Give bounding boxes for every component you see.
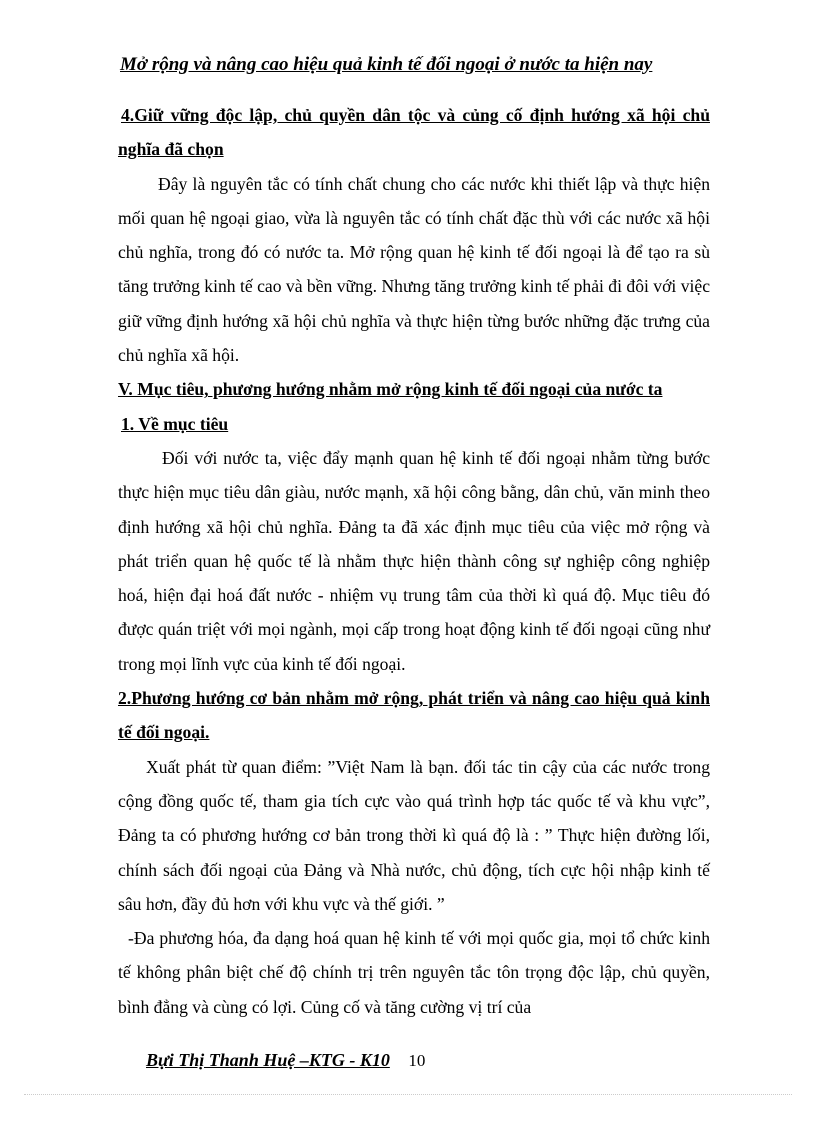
page-footer xyxy=(146,1050,425,1071)
bottom-divider xyxy=(24,1094,792,1095)
section-v2-heading: 2.Phương hướng cơ bản nhằm mở rộng, phát triển và nâng cao hiệu quả kinh tế đối ngoại. xyxy=(118,688,710,743)
section-4-heading: 4.Giữ vững độc lập, chủ quyền dân tộc và củng cố định hướng xã hội chủ nghĩa đã chọn xyxy=(118,105,710,160)
section-v2-paragraph-2: -Đa phương hóa, đa dạng hoá quan hệ kinh tế với mọi quốc gia, mọi tổ chức kinh tế không phân biệt chế độ chính trị trên nguyên tắc tôn trọng độc lập, chủ quyền, bình đẳng và cùng có lợi. Củng cố và tăng cường vị trí của xyxy=(118,928,710,1017)
running-header: Mở rộng và nâng cao hiệu quả kinh tế đối ngoại ở nước ta hiện nay xyxy=(120,54,653,75)
page-number: 10 xyxy=(408,1051,426,1070)
section-v1-heading: 1. Về mục tiêu xyxy=(121,413,229,434)
section-v1-paragraph: Đối với nước ta, việc đẩy mạnh quan hệ kinh tế đối ngoại nhằm từng bước thực hiện mục tiêu dân giàu, nước mạnh, xã hội công bằng, dân chủ, văn minh theo định hướng xã hội chủ nghĩa. Đảng ta đã xác định mục tiêu của việc mở rộng và phát triển quan hệ quốc tế là nhằm thực hiện thành công sự nghiệp công nghiệp hoá, hiện đại hoá đất nước - nhiệm vụ trung tâm của thời kì quá độ. Mục tiêu đó được quán triệt với mọi ngành, mọi cấp trong hoạt động kinh tế đối ngoại cũng như trong mọi lĩnh vực của kinh tế đối ngoại. xyxy=(118,447,710,674)
main-content xyxy=(118,98,710,1024)
section-v2-paragraph-1: Xuất phát từ quan điểm: ”Việt Nam là bạn. đối tác tin cậy của các nước trong cộng đồng quốc tế, tham gia tích cực vào quá trình hợp tác quốc tế và khu vực”, Đảng ta có phương hướng cơ bản trong thời kì quá độ là : ” Thực hiện đường lối, chính sách đối ngoại của Đảng và Nhà nước, chủ động, tích cực hội nhập kinh tế sâu hơn, đầy đủ hơn với khu vực và thế giới. ” xyxy=(118,756,710,914)
section-v-heading: V. Mục tiêu, phương hướng nhằm mở rộng kinh tế đối ngoại của nước ta xyxy=(118,379,663,400)
footer-author: Bựi Thị Thanh Huệ –KTG - K10 xyxy=(146,1050,390,1070)
section-4-paragraph: Đây là nguyên tắc có tính chất chung cho các nước khi thiết lập và thực hiện mối quan hệ ngoại giao, vừa là nguyên tắc có tính chất đặc thù với các nước xã hội chủ nghĩa, trong đó có nước ta. Mở rộng quan hệ kinh tế đối ngoại là để tạo ra sù tăng trưởng kinh tế cao và bền vững. Nhưng tăng trưởng kinh tế phải đi đôi với việc giữ vững định hướng xã hội chủ nghĩa và thực hiện từng bước những đặc trưng của chủ nghĩa xã hội. xyxy=(118,173,710,366)
